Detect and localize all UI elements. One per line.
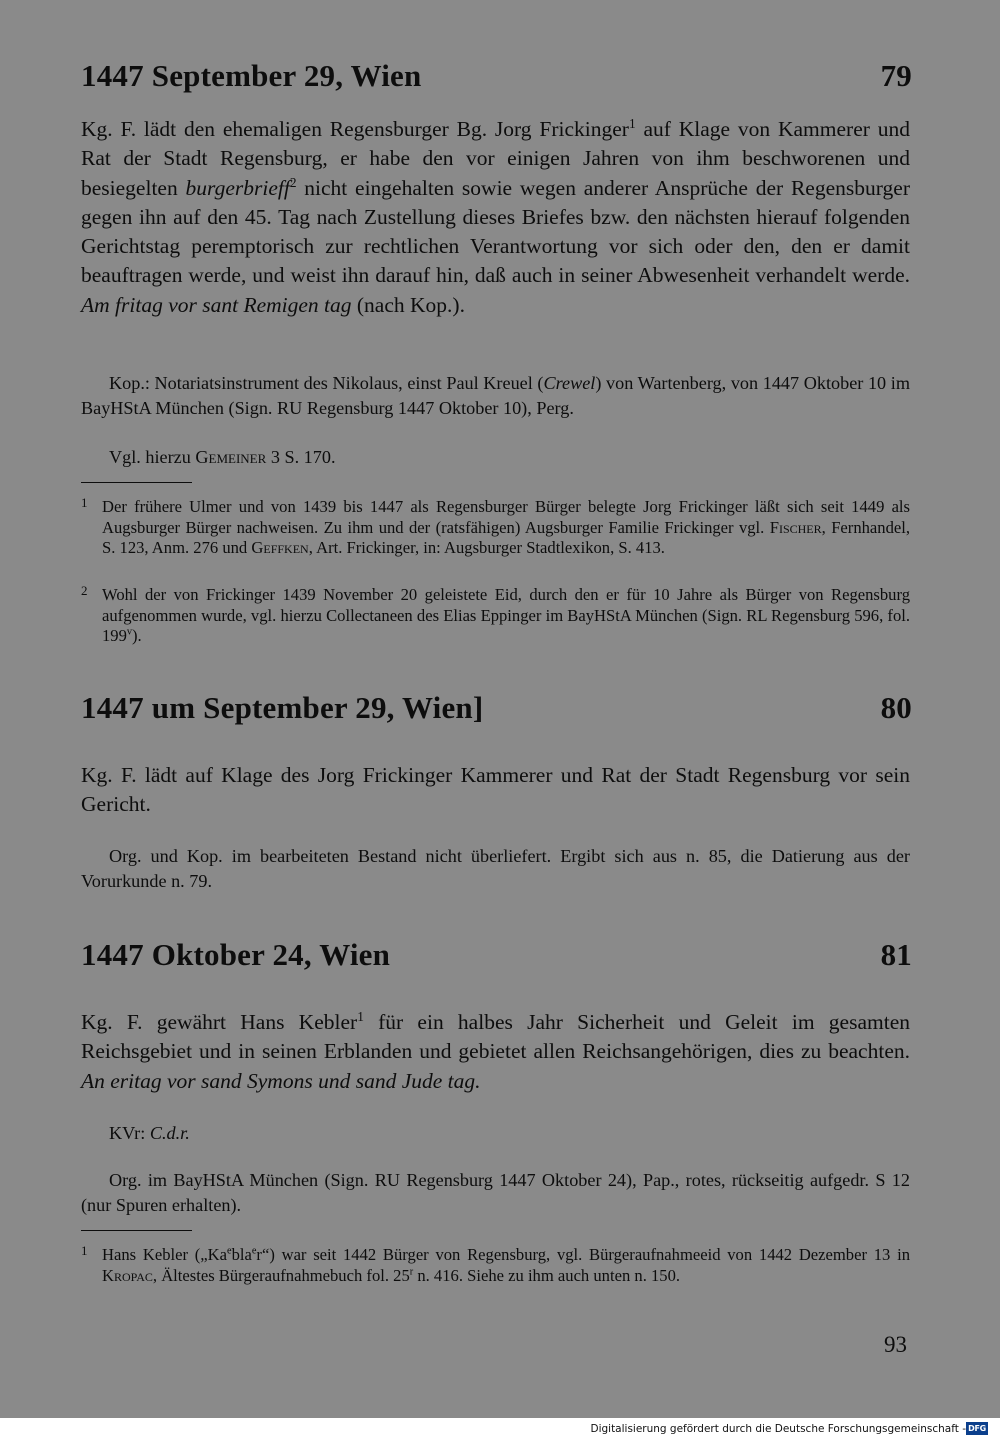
entry-number: 80: [880, 690, 912, 725]
footnote-text: [102, 497, 910, 559]
name-variant: Crewel: [543, 373, 596, 393]
entry-heading-80: [81, 690, 912, 726]
page-number: 93: [884, 1332, 907, 1357]
text-run: Kg. F. lädt den ehemaligen Regensburger Bg. Jorg Frickinger: [81, 117, 629, 141]
literature-note: [81, 445, 910, 470]
entry-date-place: 1447 um September 29, Wien]: [81, 690, 484, 725]
text-run: , Ältestes Bürgeraufnahmebuch fol. 25: [152, 1265, 410, 1285]
chancery-mark: C.d.r.: [149, 1123, 190, 1143]
entry-date-place: 1447 Oktober 24, Wien: [81, 937, 391, 972]
transmission-note: [81, 1168, 910, 1218]
footnote-ref[interactable]: 1: [357, 1008, 364, 1024]
footnote-2: [81, 585, 910, 647]
superscript: e: [251, 1245, 257, 1257]
entry-number: 81: [880, 937, 912, 972]
transmission-note: [81, 844, 910, 894]
text-run: Vgl. hierzu: [109, 447, 196, 467]
entry-date-place: 1447 September 29, Wien: [81, 58, 422, 93]
footnote-number: 1: [81, 1243, 88, 1258]
author-name: Kropac: [102, 1265, 153, 1285]
superscript: e: [226, 1245, 232, 1257]
regest-text: [81, 1008, 910, 1096]
text-run: Kg. F. gewährt Hans Kebler: [81, 1010, 358, 1034]
text-run: Hans Kebler („Ka: [102, 1245, 227, 1264]
text-run: r“) war seit 1442 Bürger von Regensburg, vgl. Bürgeraufnahmeeid von 1442 Dezember 13 in: [256, 1245, 910, 1264]
chancery-note: [81, 1121, 910, 1146]
footnote-1: [81, 497, 910, 559]
text-run: bla: [231, 1245, 252, 1264]
text-run: nicht eingehalten sowie wegen anderer Ansprüche der Regensburger gegen ihn auf den 45. Tag nach Zustellung dieses Briefes bzw. den nächsten hierauf folgenden Gerichtstag peremptorisch zur rechtlichen Verantwortung vor sich oder den, den er damit beauftragen werde, und weist ihn darauf hin, daß auch in seiner Abwesenheit verhandelt werde.: [81, 175, 910, 288]
entry-number: 79: [880, 58, 912, 93]
text-run: auf Klage von Kammerer und Rat der Stadt Regensburg, er habe den vor einigen Jahren von ihm beschworenen und besiegelten: [81, 117, 910, 200]
text-run: ) von Wartenberg, von 1447 Oktober 10 im BayHStA München (Sign. RU Regensburg 1447 Oktober 10), Perg.: [81, 373, 910, 418]
text-run: KVr:: [109, 1123, 150, 1143]
entry-heading-79: [81, 58, 912, 94]
author-name: Fischer: [769, 517, 822, 537]
footnote-number: 2: [81, 583, 88, 598]
regest-text: [81, 761, 910, 820]
footnote-divider: [81, 482, 192, 483]
text-run: , Art. Frickinger, in: Augsburger Stadtlexikon, S. 413.: [308, 538, 665, 558]
dating-formula: Am fritag vor sant Remigen tag: [81, 292, 352, 317]
text-run: ).: [132, 626, 142, 646]
footnote-text: [102, 585, 910, 647]
footnote-1: [81, 1245, 910, 1286]
text-run: Wohl der von Frickinger 1439 November 20 geleistete Eid, durch den er für 10 Jahre als Bürger von Regensburg aufgenommen wurde, vgl. hierzu Collectaneen des Elias Eppinger im BayHStA München (Sign. RL Regensburg 596, fol. 199: [102, 585, 910, 646]
transmission-note: [81, 371, 910, 421]
funding-credit: Digitalisierung gefördert durch die Deutsche Forschungsgemeinschaft -: [590, 1423, 966, 1435]
superscript: v: [126, 626, 133, 638]
quoted-term: burgerbrieff: [185, 175, 290, 200]
text-run: Org. im BayHStA München (Sign. RU Regensburg 1447 Oktober 24), Pap., rotes, rückseitig aufgedr. S 12 (nur Spuren erhalten).: [81, 1170, 910, 1215]
author-name: Gemeiner: [195, 447, 267, 467]
entry-heading-81: [81, 937, 912, 973]
text-run: (nach Kop.).: [351, 292, 465, 317]
footnote-ref[interactable]: 2: [289, 174, 297, 190]
author-name: Geffken: [251, 538, 309, 558]
text-run: Org. und Kop. im bearbeiteten Bestand nicht überliefert. Ergibt sich aus n. 85, die Datierung aus der Vorurkunde n. 79.: [81, 846, 910, 891]
text-run: Kop.: Notariatsinstrument des Nikolaus, einst Paul Kreuel (: [109, 373, 544, 393]
text-run: Kg. F. lädt auf Klage des Jorg Frickinger Kammerer und Rat der Stadt Regensburg vor sein Gericht.: [81, 763, 910, 817]
dfg-logo: DFG: [966, 1422, 988, 1435]
footnote-number: 1: [81, 495, 88, 510]
superscript: r: [409, 1266, 414, 1278]
footnote-text: [102, 1245, 910, 1286]
text-run: , Fernhandel, S. 123, Anm. 276 und: [102, 517, 910, 558]
text-run: n. 416. Siehe zu ihm auch unten n. 150.: [413, 1265, 681, 1285]
text-run: 3 S. 170.: [266, 447, 336, 467]
text-run: für ein halbes Jahr Sicherheit und Geleit im gesamten Reichsgebiet und in seinen Erblanden und gebietet allen Reichsangehörigen, dies zu beachten.: [81, 1010, 910, 1064]
footnote-divider: [81, 1230, 192, 1231]
text-run: Der frühere Ulmer und von 1439 bis 1447 als Regensburger Bürger belegte Jorg Frickinger läßt sich seit 1449 als Augsburger Bürger nachweisen. Zu ihm und der (ratsfähigen) Augsburger Familie Frickinger vgl.: [102, 497, 910, 537]
regest-text: [81, 115, 910, 320]
footnote-ref[interactable]: 1: [628, 115, 636, 131]
dating-formula: An eritag vor sand Symons und sand Jude tag.: [81, 1068, 481, 1093]
